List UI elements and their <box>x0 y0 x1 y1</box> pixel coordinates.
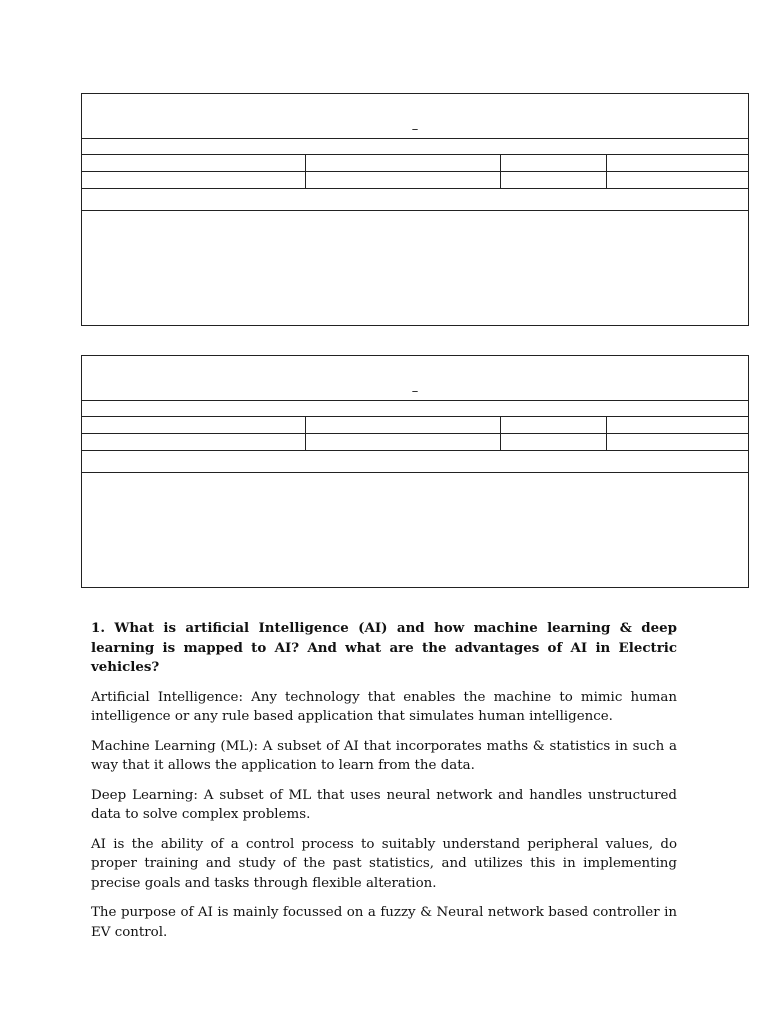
question-heading: 1. What is artificial Intelligence (AI) and how machine learning & deep learning is mapped to AI? And what are the advantages of AI in Electric vehicles? <box>91 620 677 675</box>
form-cell <box>607 434 748 450</box>
form-cell <box>501 434 607 450</box>
document-content <box>91 619 677 952</box>
form-cell <box>82 155 306 171</box>
form-row <box>82 451 748 473</box>
form-cell <box>607 172 748 188</box>
paragraph-ai-definition: Artificial Intelligence: Any technology that enables the machine to mimic human intelligence or any rule based application that simulates human intelligence. <box>91 689 677 724</box>
paragraph-ml-definition: Machine Learning (ML): A subset of AI that incorporates maths & statistics in such a way that it allows the application to learn from the data. <box>91 738 677 773</box>
paragraph-ai-purpose: The purpose of AI is mainly focussed on a fuzzy & Neural network based controller in EV control. <box>91 905 677 940</box>
form-grid-row <box>82 434 748 451</box>
form-cell <box>501 172 607 188</box>
form-grid-row <box>82 155 748 172</box>
form-cell <box>607 155 748 171</box>
form-header-cell <box>82 356 748 401</box>
paragraph-dl-definition: Deep Learning: A subset of ML that uses neural network and handles unstructured data to solve complex problems. <box>91 787 677 822</box>
form-body-area <box>82 211 748 307</box>
form-cell <box>607 417 748 433</box>
form-cell <box>306 172 501 188</box>
header-form-table-1 <box>81 93 749 326</box>
form-cell <box>82 172 306 188</box>
form-row <box>82 139 748 155</box>
form-grid-row <box>82 417 748 434</box>
form-body-area <box>82 473 748 569</box>
form-cell <box>82 417 306 433</box>
header-dash: – <box>411 384 419 399</box>
form-row <box>82 189 748 211</box>
form-cell <box>501 417 607 433</box>
form-cell <box>306 434 501 450</box>
form-cell <box>501 155 607 171</box>
header-dash: – <box>411 122 419 137</box>
form-header-cell <box>82 94 748 139</box>
paragraph-ai-ability: AI is the ability of a control process to suitably understand peripheral values, do proper training and study of the past statistics, and utilizes this in implementing precise goals and tasks through flexible alteration. <box>91 836 677 891</box>
form-cell <box>306 155 501 171</box>
form-row <box>82 401 748 417</box>
form-cell <box>82 434 306 450</box>
header-form-table-2 <box>81 355 749 588</box>
form-grid-row <box>82 172 748 189</box>
form-cell <box>306 417 501 433</box>
